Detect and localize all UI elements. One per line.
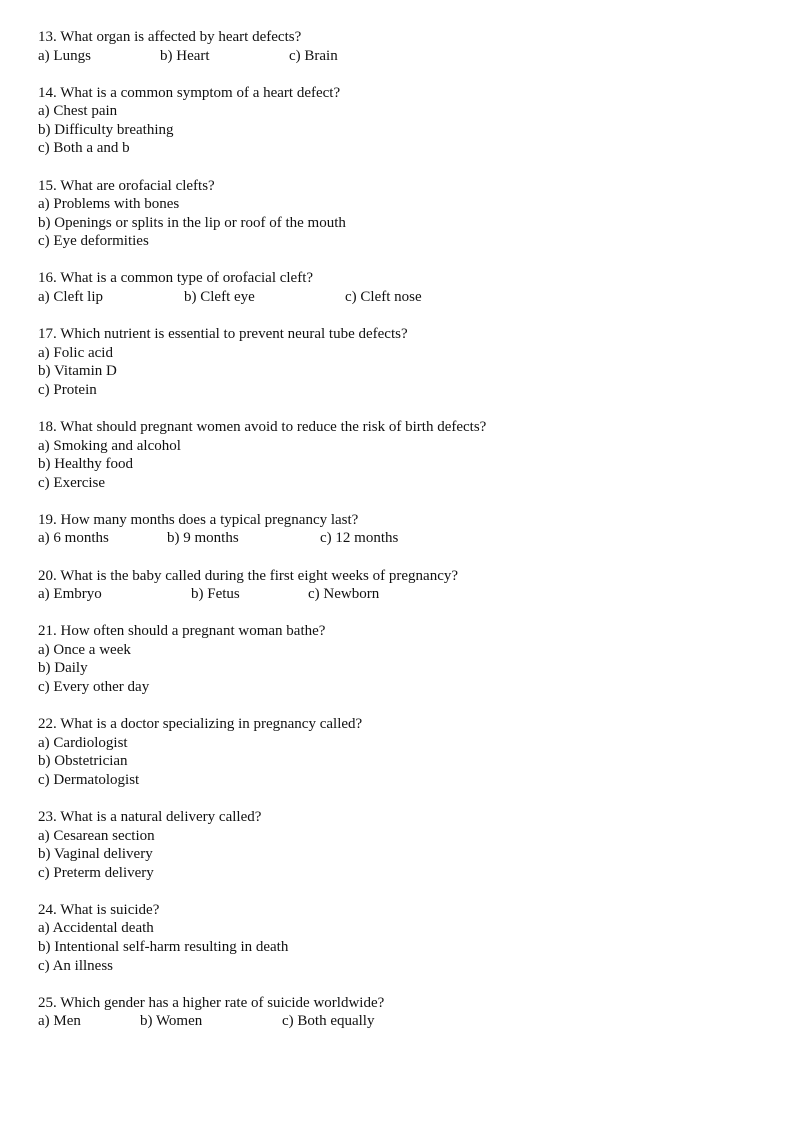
options-row — [38, 1012, 778, 1031]
question-text: 13. What organ is affected by heart defects? — [38, 29, 302, 45]
question-16 — [38, 269, 778, 306]
question-text: 14. What is a common symptom of a heart defect? — [38, 84, 341, 101]
question-text: 15. What are orofacial clefts? — [38, 177, 215, 194]
question-text: 24. What is suicide? — [38, 901, 160, 918]
options-row — [38, 529, 778, 548]
question-25 — [38, 994, 778, 1031]
option-b: b) Vitamin D — [38, 363, 117, 380]
question-17 — [38, 325, 778, 399]
question-text: 23. What is a natural delivery called? — [38, 809, 262, 825]
question-21 — [38, 622, 778, 696]
option-c: c) Dermatologist — [38, 771, 140, 788]
option-b: b) Cleft eye — [184, 289, 255, 306]
options-row — [38, 288, 778, 307]
option-a: a) Accidental death — [38, 920, 154, 937]
option-c: c) Both equally — [282, 1013, 375, 1030]
option-c: c) Newborn — [308, 586, 380, 603]
question-20 — [38, 567, 778, 604]
option-c: c) Both a and b — [38, 140, 130, 157]
option-c: c) Eye deformities — [38, 233, 149, 250]
question-text: 19. How many months does a typical pregnancy last? — [38, 511, 359, 528]
options-row — [38, 47, 778, 66]
option-c: c) 12 months — [320, 530, 399, 547]
option-a: a) Cardiologist — [38, 734, 128, 751]
question-19 — [38, 511, 778, 548]
option-c: c) Every other day — [38, 679, 150, 696]
option-a: a) Cleft lip — [38, 289, 103, 306]
option-b: b) Intentional self-harm resulting in death — [38, 939, 289, 956]
question-13 — [38, 28, 778, 65]
options-row — [38, 585, 778, 604]
option-c: c) Protein — [38, 381, 97, 398]
question-text: 22. What is a doctor specializing in pregnancy called? — [38, 716, 363, 733]
question-text: 17. Which nutrient is essential to prevent neural tube defects? — [38, 326, 408, 343]
question-text: 21. How often should a pregnant woman bathe? — [38, 623, 326, 640]
option-a: a) Lungs — [38, 47, 91, 64]
option-a: a) Once a week — [38, 641, 131, 658]
option-b: b) Difficulty breathing — [38, 121, 174, 138]
option-a: a) Problems with bones — [38, 196, 180, 213]
question-text: 20. What is the baby called during the first eight weeks of pregnancy? — [38, 567, 459, 584]
question-text: 18. What should pregnant women avoid to reduce the risk of birth defects? — [38, 419, 487, 435]
option-b: b) Vaginal delivery — [38, 846, 153, 863]
option-b: b) 9 months — [167, 530, 239, 547]
question-18 — [38, 418, 778, 492]
option-c: c) Exercise — [38, 474, 106, 491]
question-15 — [38, 177, 778, 251]
option-c: c) An illness — [38, 957, 113, 974]
question-text: 25. Which gender has a higher rate of suicide worldwide? — [38, 994, 385, 1011]
option-a: a) Folic acid — [38, 344, 113, 361]
option-a: a) Embryo — [38, 586, 102, 603]
option-a: a) Cesarean section — [38, 827, 155, 844]
option-b: b) Women — [140, 1013, 203, 1030]
option-b: b) Openings or splits in the lip or roof of the mouth — [38, 214, 346, 231]
option-a: a) Smoking and alcohol — [38, 437, 181, 454]
question-14 — [38, 84, 778, 158]
option-b: b) Heart — [160, 47, 210, 64]
option-b: b) Daily — [38, 660, 88, 677]
option-a: a) 6 months — [38, 530, 109, 547]
question-text: 16. What is a common type of orofacial cleft? — [38, 270, 314, 287]
option-a: a) Men — [38, 1013, 81, 1030]
option-c: c) Cleft nose — [345, 289, 422, 306]
question-23 — [38, 808, 778, 882]
option-b: b) Fetus — [191, 586, 240, 603]
option-b: b) Obstetrician — [38, 753, 128, 770]
question-24 — [38, 901, 778, 975]
question-22 — [38, 715, 778, 789]
option-b: b) Healthy food — [38, 456, 133, 473]
option-a: a) Chest pain — [38, 103, 118, 120]
question-list — [38, 28, 778, 1049]
option-c: c) Brain — [289, 47, 338, 64]
option-c: c) Preterm delivery — [38, 864, 154, 881]
